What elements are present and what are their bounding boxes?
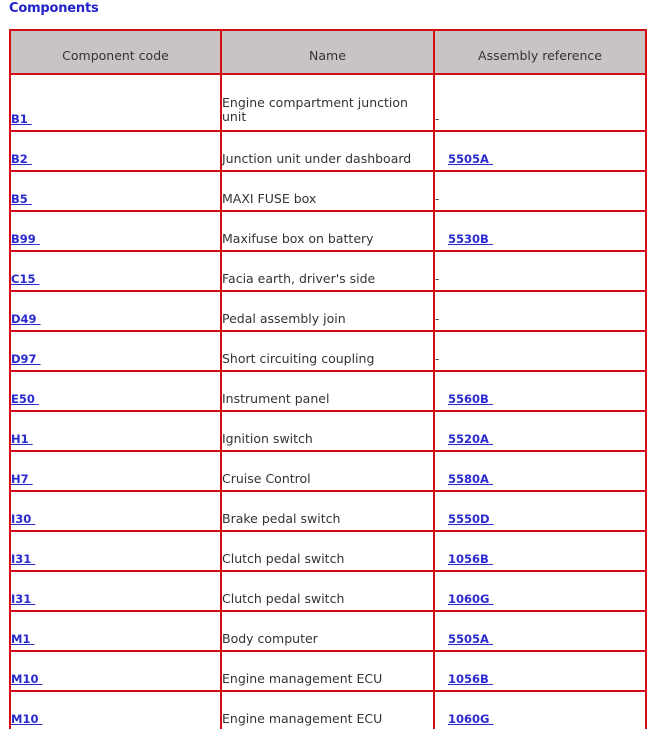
component-code-cell — [10, 371, 221, 411]
component-name-cell: Ignition switch — [221, 411, 434, 451]
component-code-cell — [10, 74, 221, 131]
component-code-cell — [10, 331, 221, 371]
assembly-reference-empty: - — [435, 312, 440, 326]
assembly-reference-cell — [434, 651, 646, 691]
component-code-cell — [10, 411, 221, 451]
assembly-reference-cell — [434, 411, 646, 451]
assembly-reference-cell — [434, 371, 646, 411]
component-code-cell — [10, 291, 221, 331]
component-code-link[interactable]: M10 — [11, 712, 39, 726]
table-row — [10, 74, 646, 131]
assembly-reference-cell — [434, 171, 646, 211]
component-code-link[interactable]: E50 — [11, 392, 35, 406]
component-code-link[interactable]: M10 — [11, 672, 39, 686]
component-code-link[interactable]: D49 — [11, 312, 37, 326]
component-code-cell — [10, 611, 221, 651]
assembly-reference-link[interactable]: 5550D — [448, 512, 490, 526]
component-name-cell: Body computer — [221, 611, 434, 651]
component-code-link[interactable]: M1 — [11, 632, 31, 646]
table-row — [10, 251, 646, 291]
component-name-cell: Engine compartment junction unit — [221, 74, 434, 131]
component-code-link[interactable]: B2 — [11, 152, 28, 166]
component-code-link[interactable]: I31 — [11, 592, 32, 606]
assembly-reference-cell — [434, 531, 646, 571]
component-code-link[interactable]: C15 — [11, 272, 36, 286]
assembly-reference-link[interactable]: 5505A — [448, 152, 489, 166]
component-code-link[interactable]: H1 — [11, 432, 29, 446]
components-table — [9, 29, 647, 729]
component-name-cell: Short circuiting coupling — [221, 331, 434, 371]
assembly-reference-cell — [434, 491, 646, 531]
component-name-cell: Engine management ECU — [221, 651, 434, 691]
component-code-cell — [10, 251, 221, 291]
column-header-name: Name — [221, 30, 434, 74]
assembly-reference-empty: - — [435, 112, 440, 126]
table-row — [10, 411, 646, 451]
column-header-assembly-reference: Assembly reference — [434, 30, 646, 74]
component-name-cell: Facia earth, driver's side — [221, 251, 434, 291]
table-row — [10, 291, 646, 331]
component-name-cell: Engine management ECU — [221, 691, 434, 729]
component-code-link[interactable]: I30 — [11, 512, 32, 526]
table-header-row — [10, 30, 646, 74]
assembly-reference-empty: - — [435, 272, 440, 286]
component-name-cell: Clutch pedal switch — [221, 531, 434, 571]
component-code-cell — [10, 651, 221, 691]
component-name-cell: MAXI FUSE box — [221, 171, 434, 211]
component-code-cell — [10, 131, 221, 171]
component-code-link[interactable]: I31 — [11, 552, 32, 566]
component-name-cell: Clutch pedal switch — [221, 571, 434, 611]
component-code-cell — [10, 691, 221, 729]
component-code-cell — [10, 531, 221, 571]
table-row — [10, 611, 646, 651]
assembly-reference-cell — [434, 571, 646, 611]
table-row — [10, 211, 646, 251]
table-row — [10, 691, 646, 729]
component-code-link[interactable]: B99 — [11, 232, 36, 246]
table-row — [10, 491, 646, 531]
assembly-reference-cell — [434, 251, 646, 291]
assembly-reference-link[interactable]: 5520A — [448, 432, 489, 446]
component-code-link[interactable]: B5 — [11, 192, 28, 206]
assembly-reference-link[interactable]: 1056B — [448, 552, 489, 566]
component-code-link[interactable]: H7 — [11, 472, 29, 486]
table-row — [10, 451, 646, 491]
component-code-cell — [10, 211, 221, 251]
table-row — [10, 531, 646, 571]
component-code-cell — [10, 491, 221, 531]
assembly-reference-link[interactable]: 5560B — [448, 392, 489, 406]
component-code-cell — [10, 171, 221, 211]
column-header-component-code: Component code — [10, 30, 221, 74]
component-code-cell — [10, 451, 221, 491]
component-code-cell — [10, 571, 221, 611]
assembly-reference-cell — [434, 691, 646, 729]
assembly-reference-cell — [434, 131, 646, 171]
table-row — [10, 331, 646, 371]
page-title: Components — [9, 1, 99, 16]
component-name-cell: Instrument panel — [221, 371, 434, 411]
table-row — [10, 651, 646, 691]
table-row — [10, 131, 646, 171]
assembly-reference-link[interactable]: 5530B — [448, 232, 489, 246]
component-name-cell: Cruise Control — [221, 451, 434, 491]
assembly-reference-cell — [434, 74, 646, 131]
assembly-reference-link[interactable]: 1060G — [448, 592, 490, 606]
component-name-cell: Pedal assembly join — [221, 291, 434, 331]
assembly-reference-cell — [434, 611, 646, 651]
component-name-cell: Maxifuse box on battery — [221, 211, 434, 251]
component-name-cell: Brake pedal switch — [221, 491, 434, 531]
assembly-reference-cell — [434, 451, 646, 491]
assembly-reference-link[interactable]: 1060G — [448, 712, 490, 726]
table-row — [10, 371, 646, 411]
assembly-reference-link[interactable]: 5580A — [448, 472, 489, 486]
assembly-reference-empty: - — [435, 192, 440, 206]
component-code-link[interactable]: D97 — [11, 352, 37, 366]
table-row — [10, 571, 646, 611]
component-name-cell: Junction unit under dashboard — [221, 131, 434, 171]
component-code-link[interactable]: B1 — [11, 112, 28, 126]
assembly-reference-link[interactable]: 5505A — [448, 632, 489, 646]
assembly-reference-cell — [434, 211, 646, 251]
assembly-reference-cell — [434, 291, 646, 331]
assembly-reference-link[interactable]: 1056B — [448, 672, 489, 686]
table-row — [10, 171, 646, 211]
assembly-reference-empty: - — [435, 352, 440, 366]
assembly-reference-cell — [434, 331, 646, 371]
